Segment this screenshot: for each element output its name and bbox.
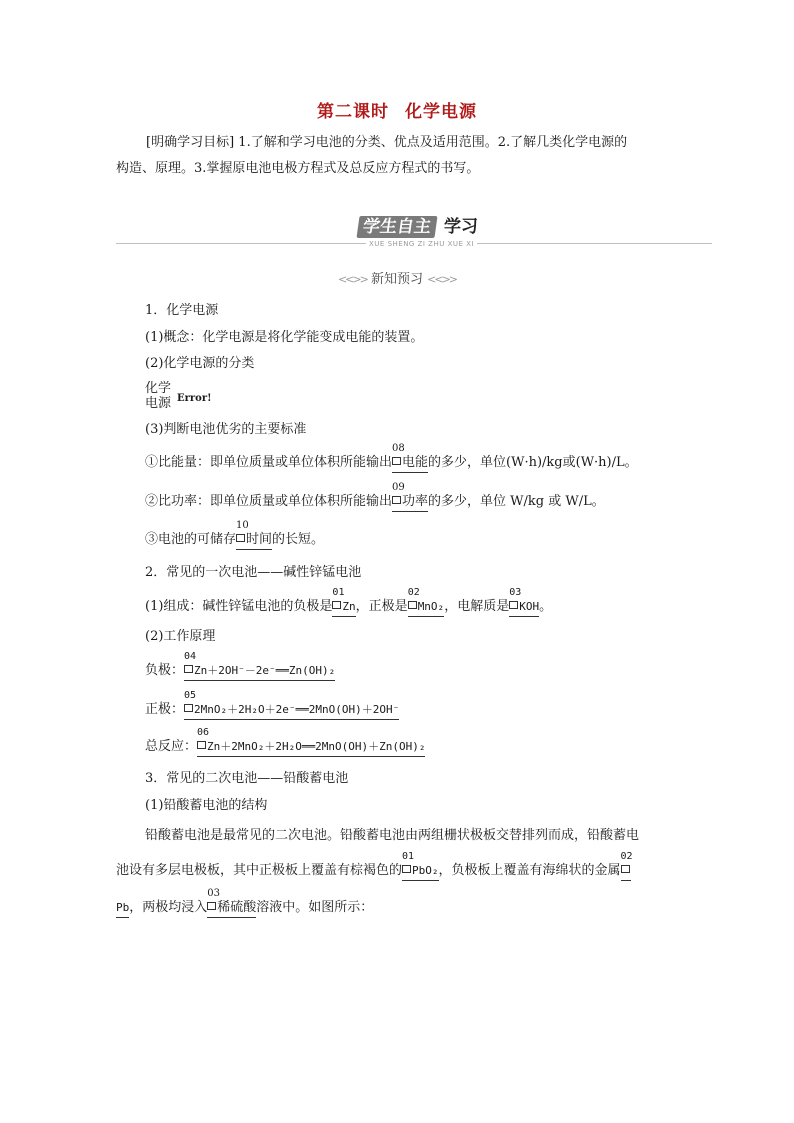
blank-answer: Zn＋2MnO₂＋2H₂O══2MnO(OH)＋Zn(OH)₂	[207, 740, 426, 753]
answer-blank	[236, 520, 273, 550]
banner-pinyin: XUE SHENG ZI ZHU XUE XI	[366, 240, 477, 248]
blank-answer: 电能	[402, 455, 429, 470]
answer-blank	[407, 587, 445, 617]
criterion-3	[145, 520, 325, 550]
s3-paragraph-line-1	[145, 827, 639, 845]
answer-blank	[332, 587, 356, 617]
s1-criteria: (3)判断电池优劣的主要标准	[145, 422, 307, 437]
s1-heading: 1．化学电源	[145, 303, 219, 318]
answer-blank-continued	[116, 899, 129, 918]
answer-box-icon	[207, 902, 216, 910]
comp-d: 。	[539, 599, 553, 614]
blank-number: 04	[184, 651, 197, 662]
ornament-right-icon: <<>>	[427, 273, 457, 286]
blank-answer: Pb	[116, 901, 130, 914]
blank-answer: PbO₂	[412, 864, 439, 877]
banner-tail: 学习	[444, 217, 478, 237]
tot-label: 总反应：	[145, 739, 198, 754]
answer-blank	[402, 851, 439, 881]
section-banner	[116, 212, 712, 252]
criterion-1-pre: ①比能量：即单位质量或单位体积所能输出	[145, 455, 393, 470]
learning-goals-line-2: 构造、原理。3.掌握原电池电极方程式及总反应方程式的书写。	[116, 161, 480, 176]
para2-mid: ，负极板上覆盖有海绵状的金属	[438, 863, 621, 878]
answer-box-icon	[184, 665, 193, 673]
answer-blank	[207, 888, 257, 918]
pos-label: 正极：	[145, 702, 185, 717]
blank-number: 10	[236, 520, 249, 531]
criterion-2-post: 的多少，单位 W/kg 或 W/L。	[428, 494, 605, 509]
lesson-title-topic: 化学电源	[405, 102, 477, 122]
learning-goals-label: [明确学习目标]	[146, 135, 235, 150]
neg-label: 负极：	[145, 663, 185, 678]
blank-number: 03	[509, 587, 522, 598]
learning-goals-line-1	[116, 130, 686, 156]
s1-concept: (1)概念：化学电源是将化学能变成电能的装置。	[145, 330, 424, 345]
answer-blank	[184, 690, 400, 720]
answer-blank	[620, 851, 633, 881]
error-text: Error!	[177, 393, 212, 404]
para2-pre: 池设有多层电极板，其中正极板上覆盖有棕褐色的	[116, 863, 403, 878]
blank-number: 01	[332, 587, 345, 598]
blank-number: 06	[197, 727, 210, 738]
subsection-heading	[0, 268, 794, 287]
learning-goals-text-1: 1.了解和学习电池的分类、优点及适用范围。2.了解几类化学电源的	[238, 135, 628, 150]
stack-bottom: 电源	[145, 396, 172, 411]
answer-blank	[392, 482, 429, 512]
blank-number: 01	[402, 851, 415, 862]
answer-box-icon	[402, 865, 411, 873]
s2-heading: 2．常见的一次电池——碱性锌锰电池	[145, 565, 362, 580]
blank-number: 08	[392, 443, 405, 454]
answer-blank	[392, 443, 429, 473]
blank-number: 02	[407, 587, 420, 598]
comp-c: ，电解质是	[444, 599, 510, 614]
s3-paragraph-line-3	[116, 888, 374, 918]
s3-heading: 3．常见的二次电池——铅酸蓄电池	[145, 771, 349, 786]
answer-box-icon	[621, 865, 630, 873]
blank-answer: MnO₂	[417, 600, 445, 613]
s3-paragraph-line-2	[116, 851, 633, 881]
criterion-2	[145, 482, 605, 512]
subsection-title: 新知预习	[370, 272, 423, 287]
answer-blank	[184, 651, 336, 681]
criterion-3-pre: ③电池的可储存	[145, 532, 237, 547]
blank-answer: KOH	[519, 600, 540, 613]
blank-answer: 2MnO₂＋2H₂O＋2e⁻══2MnO(OH)＋2OH⁻	[194, 703, 400, 716]
answer-box-icon	[509, 601, 518, 609]
answer-box-icon	[332, 601, 341, 609]
negative-electrode	[145, 651, 336, 681]
blank-number: 02	[620, 851, 633, 862]
answer-box-icon	[392, 457, 401, 465]
criterion-3-post: 的长短。	[272, 532, 325, 547]
stack-top: 化学	[145, 381, 172, 396]
comp-a: (1)组成：碱性锌锰电池的负极是	[145, 599, 333, 614]
blank-answer: Zn＋2OH⁻－2e⁻══Zn(OH)₂	[194, 664, 336, 677]
para1: 铅酸蓄电池是最常见的二次电池。铅酸蓄电池由两组栅状极板交替排列而成，铅酸蓄电	[145, 828, 640, 843]
s1-types: (2)化学电源的分类	[145, 356, 255, 371]
blank-answer: 时间	[246, 532, 273, 547]
blank-number: 09	[392, 482, 405, 493]
blank-number: 05	[184, 690, 197, 701]
s2-composition	[145, 587, 553, 617]
comp-b: ，正极是	[355, 599, 408, 614]
para3-mid: ，两极均浸入	[129, 900, 208, 915]
blank-answer: 功率	[402, 494, 429, 509]
s1-classification	[145, 381, 171, 411]
positive-electrode	[145, 690, 400, 720]
s2-principle: (2)工作原理	[145, 629, 216, 644]
blank-answer: Zn	[342, 600, 356, 613]
answer-blank	[197, 727, 426, 757]
lesson-title	[0, 97, 794, 122]
answer-box-icon	[236, 534, 245, 542]
lesson-title-part: 第二课时	[317, 102, 389, 122]
answer-box-icon	[392, 496, 401, 504]
total-reaction	[145, 727, 426, 757]
answer-box-icon	[408, 601, 417, 609]
answer-box-icon	[184, 704, 193, 712]
blank-answer: 稀硫酸	[217, 900, 257, 915]
answer-box-icon	[197, 741, 206, 749]
banner-badge: 学生自主	[356, 216, 437, 238]
para3-post: 溶液中。如图所示：	[256, 900, 374, 915]
criterion-1-post: 的多少，单位(W·h)/kg或(W·h)/L。	[428, 455, 638, 470]
criterion-2-pre: ②比功率：即单位质量或单位体积所能输出	[145, 494, 393, 509]
ornament-left-icon: <<>>	[337, 273, 367, 286]
blank-number: 03	[207, 888, 220, 899]
criterion-1	[145, 443, 638, 473]
s3-structure: (1)铅酸蓄电池的结构	[145, 798, 268, 813]
answer-blank	[509, 587, 540, 617]
